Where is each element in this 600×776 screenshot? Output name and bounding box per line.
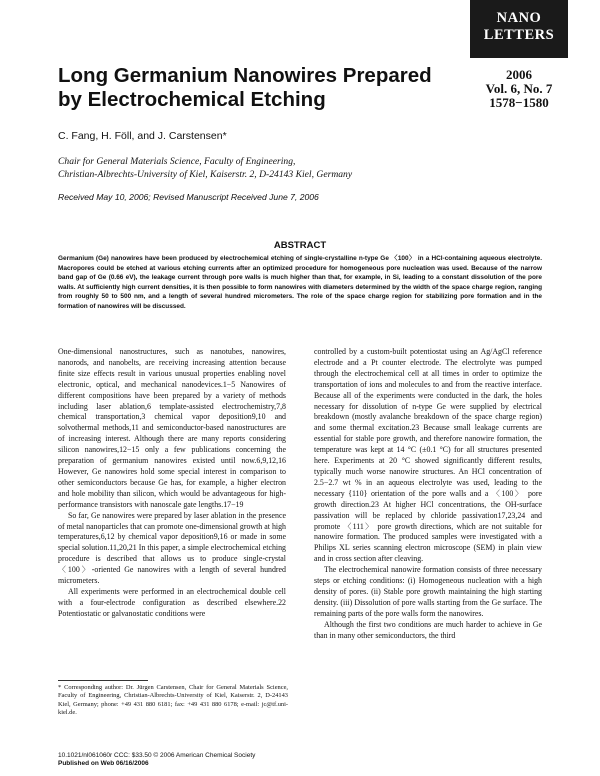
body-column-right [314,347,542,641]
journal-name-box [470,0,568,58]
body-paragraph: Although the first two conditions are much harder to achieve in Ge than in many other semiconductors, the third [314,619,542,640]
journal-name-line1: NANO [496,10,542,26]
footnote-divider [58,680,148,681]
journal-meta [470,68,568,110]
journal-name-line2: LETTERS [483,27,555,43]
body-paragraph: So far, Ge nanowires were prepared by laser ablation in the presence of metal nanoparticles that can promote one-dimensional growth at high temperatures,6,12 by chemical vapor deposition9,16 or made in some special solution.11,20,21 In this paper, a simple electrochemical etching procedure is described that allows us to produce single-crystal 〈100〉-oriented Ge nanowires with a length of several hundred micrometers. [58,510,286,586]
abstract-text: Germanium (Ge) nanowires have been produced by electrochemical etching of single-crystalline n-type Ge 〈100〉 in a HCl-containing aqueous electrolyte. Macropores could be etched at various etching currents after an optimized procedure for homogeneous pore nucleation was used. Because of the narrow band gap of Ge (0.66 eV), the leakage current through pore walls is much higher than that, for example, in Si, leading to a constant dissolution of the pore walls. At sufficiently high current densities, it is then possible to form nanowires with diameters determined by the width of the space charge region, ranging from roughly 50 to 500 nm, and a length of several hundred micrometers. The role of the space charge region for stabilizing pore formation and in the formation of nanowires will be discussed. [58,255,542,310]
doi-line: 10.1021/nl061060r CCC: $33.50 © 2006 American Chemical Society [58,752,256,759]
authors: C. Fang, H. Föll, and J. Carstensen* [58,130,227,142]
journal-volume: Vol. 6, No. 7 [485,81,553,96]
footnote: * Corresponding author: Dr. Jürgen Carstensen, Chair for General Materials Science, Faculty of Engineering, Christian-Albrechts-University of Kiel, Kaiserstr. 2, D-24143 Kiel, Germany; phone: +49 431 880 6181; fax: +49 431 880 6178; e-mail: jc@tf.uni-kiel.de. [58,684,288,716]
affiliation-line: Christian-Albrechts-University of Kiel, Kaiserstr. 2, D-24143 Kiel, Germany [58,169,353,180]
article-title: Long Germanium Nanowires Prepared by Electrochemical Etching [58,64,432,111]
published-line: Published on Web 06/16/2006 [58,760,149,767]
journal-year: 2006 [506,67,532,82]
affiliation-line: Chair for General Materials Science, Faculty of Engineering, [58,156,296,167]
body-paragraph: All experiments were performed in an electrochemical double cell with a four-electrode configuration as described elsewhere.22 Potentiostatic or galvanostatic conditions were [58,586,286,618]
affiliation [58,155,458,181]
journal-pages: 1578−1580 [489,95,549,110]
body-paragraph: controlled by a custom-built potentiostat using an Ag/AgCl reference electrode and a Pt counter electrode. The electrolyte was pumped through the electrochemical cell at all times in order to optimize the transportation of ions and molecules to and from the reactive interface. Because all of the experiments were conducted in the dark, the holes necessary for dissolution of n-type Ge were supplied by electrical breakdown (mostly avalanche breakdown of the space charge region) and some thermal excitation.23 Because small leakage currents are essential for stable pore growth, and therefore nanowire formation, the temperature was kept at 14 °C (±0.1 °C) for all structures presented here. Experiments at 20 °C showed significantly different results, typically much worse nanowire structures. An HCl concentration of 2.5−2.7 wt % in an aqueous electrolyte was used, leading to the necessary {110} orientation of the pore walls and a 〈100〉 pore growth direction.23 At higher HCl concentrations, the OH-surface passivation will be replaced by chloride passivation17,23,24 and promote 〈111〉 pore growth directions, which are not suitable for nanowire formation. The produced samples were investigated with a Philips XL series scanning electron microscope (SEM) in plain view and in cross section after cleaving. [314,347,542,564]
abstract-heading: ABSTRACT [273,240,327,251]
received-dates: Received May 10, 2006; Revised Manuscript Received June 7, 2006 [58,192,319,202]
body-paragraph: One-dimensional nanostructures, such as nanotubes, nanowires, nanorods, and nanobelts, are receiving increasing attention because finite size effects result in various unusual properties enabling novel electronic, optical, and mechanical nanodevices.1−5 Nanowires of different compositions have been prepared by a variety of methods including laser ablation,6 template-assisted electrochemistry,7,8 chemical transportation,3 chemical vapor deposition9,10 and solvothermal methods,11 and semiconductor-based nanostructures are of increasing interest. Although there are many reports considering silicon nanowires,12−15 only a few publications concerning the preparation of germanium nanowires existed until now.6,9,12,16 However, Ge nanowires hold some special interest in comparison to other semiconductors because Ge has, for example, a higher electron and hole mobility than silicon, which would be advantageous for high-performance transistors with nanoscale gate lengths.17−19 [58,347,286,509]
body-paragraph: The electrochemical nanowire formation consists of three necessary steps or etching conditions: (i) Homogeneous nucleation with a high density of pores. (ii) Stable pore growth maintaining the high starting density. (iii) Dissolution of pore walls starting from the Ge surface. The remaining parts of the pore walls form the nanowires. [314,565,542,618]
page-footer [58,752,358,768]
body-column-left [58,347,286,620]
